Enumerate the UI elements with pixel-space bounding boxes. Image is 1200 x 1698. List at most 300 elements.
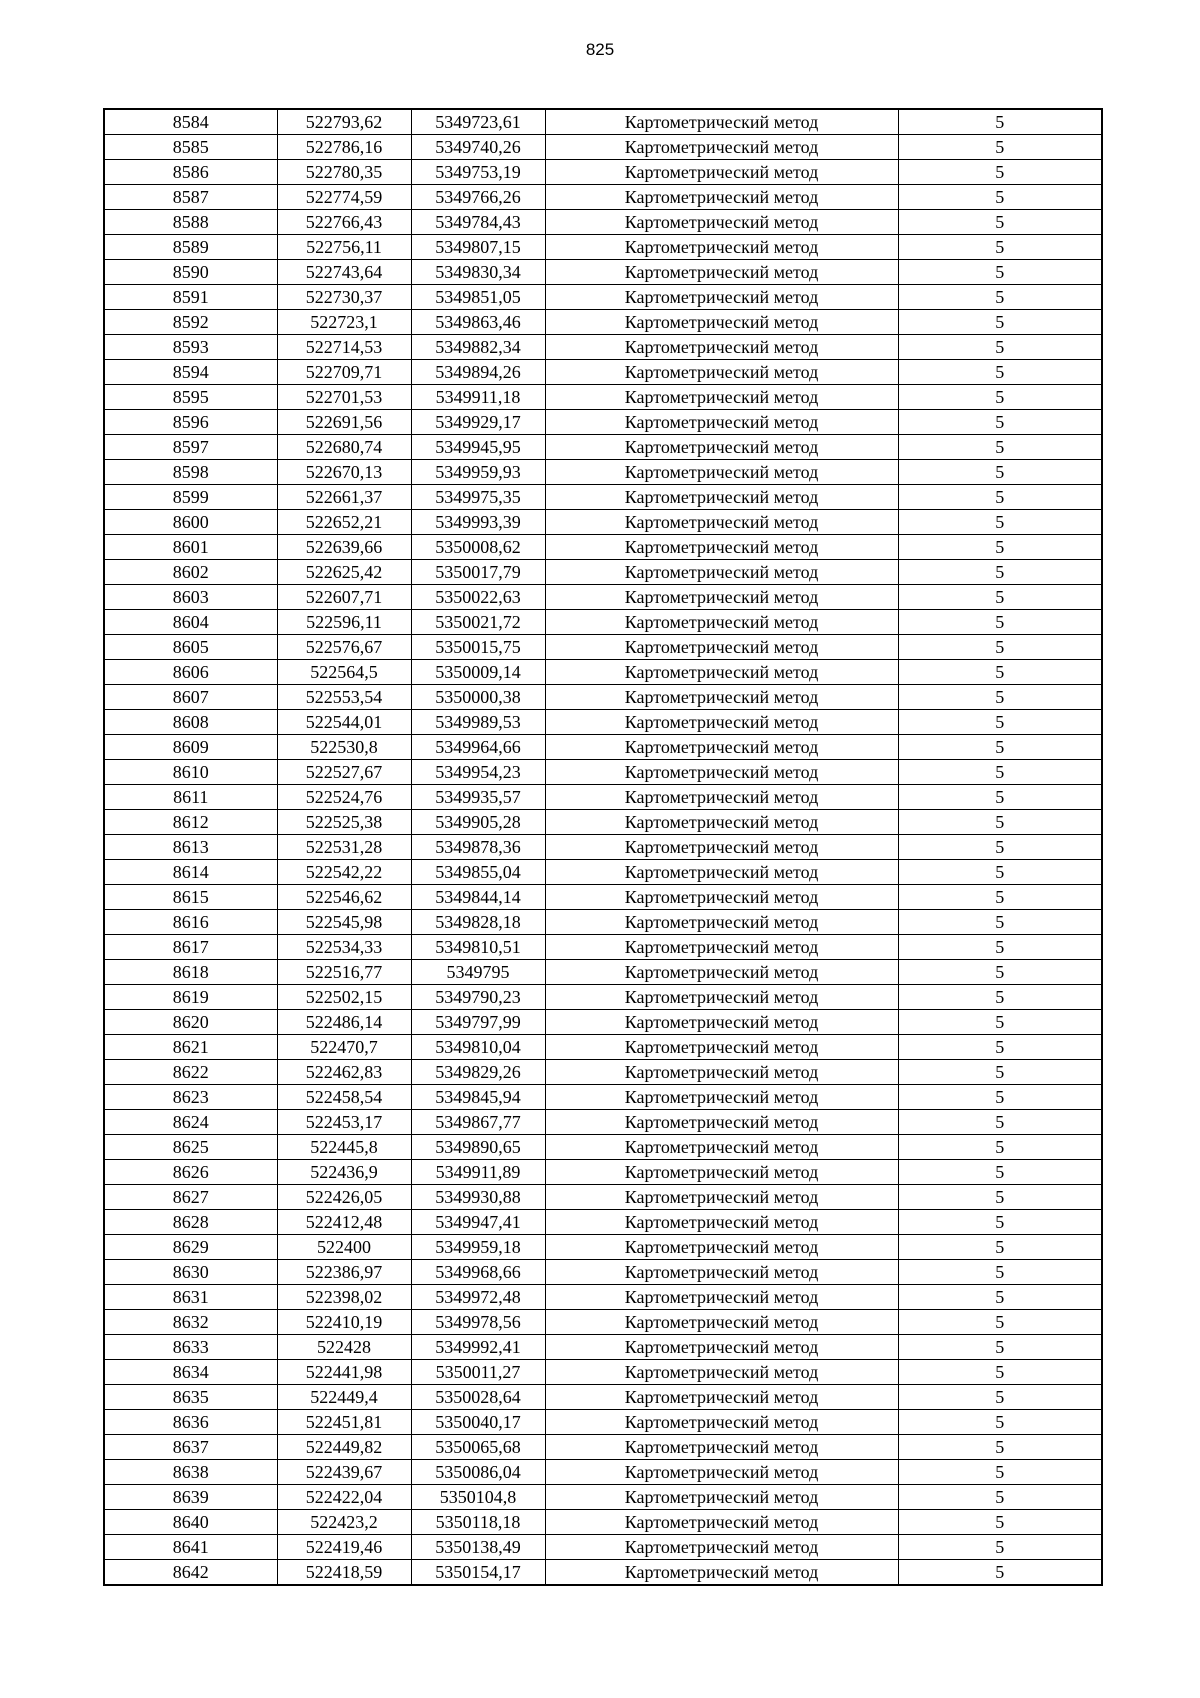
point-number-cell: 8597 [104, 435, 277, 460]
point-number-cell: 8627 [104, 1185, 277, 1210]
page-number: 825 [585, 40, 615, 59]
point-number-cell: 8612 [104, 810, 277, 835]
y-coordinate-cell: 5350021,72 [411, 610, 545, 635]
x-coordinate-cell: 522412,48 [277, 1210, 411, 1235]
method-cell: Картометрический метод [545, 935, 898, 960]
accuracy-cell: 5 [898, 410, 1102, 435]
point-number-cell: 8602 [104, 560, 277, 585]
method-cell: Картометрический метод [545, 535, 898, 560]
y-coordinate-cell: 5349829,26 [411, 1060, 545, 1085]
y-coordinate-cell: 5350040,17 [411, 1410, 545, 1435]
x-coordinate-cell: 522564,5 [277, 660, 411, 685]
table-row [104, 410, 1102, 435]
x-coordinate-cell: 522451,81 [277, 1410, 411, 1435]
point-number-cell: 8605 [104, 635, 277, 660]
accuracy-cell: 5 [898, 210, 1102, 235]
x-coordinate-cell: 522766,43 [277, 210, 411, 235]
accuracy-cell: 5 [898, 160, 1102, 185]
table-row [104, 1460, 1102, 1485]
table-row [104, 235, 1102, 260]
point-number-cell: 8617 [104, 935, 277, 960]
table-row [104, 535, 1102, 560]
point-number-cell: 8631 [104, 1285, 277, 1310]
point-number-cell: 8642 [104, 1560, 277, 1586]
point-number-cell: 8622 [104, 1060, 277, 1085]
point-number-cell: 8633 [104, 1335, 277, 1360]
table-row [104, 835, 1102, 860]
accuracy-cell: 5 [898, 285, 1102, 310]
y-coordinate-cell: 5349964,66 [411, 735, 545, 760]
point-number-cell: 8624 [104, 1110, 277, 1135]
point-number-cell: 8613 [104, 835, 277, 860]
x-coordinate-cell: 522661,37 [277, 485, 411, 510]
y-coordinate-cell: 5349810,04 [411, 1035, 545, 1060]
method-cell: Картометрический метод [545, 1485, 898, 1510]
y-coordinate-cell: 5349851,05 [411, 285, 545, 310]
point-number-cell: 8585 [104, 135, 277, 160]
table-row [104, 1360, 1102, 1385]
accuracy-cell: 5 [898, 1535, 1102, 1560]
y-coordinate-cell: 5349929,17 [411, 410, 545, 435]
point-number-cell: 8586 [104, 160, 277, 185]
point-number-cell: 8618 [104, 960, 277, 985]
method-cell: Картометрический метод [545, 1535, 898, 1560]
point-number-cell: 8638 [104, 1460, 277, 1485]
table-row [104, 185, 1102, 210]
method-cell: Картометрический метод [545, 960, 898, 985]
table-row [104, 810, 1102, 835]
accuracy-cell: 5 [898, 660, 1102, 685]
table-row [104, 460, 1102, 485]
x-coordinate-cell: 522400 [277, 1235, 411, 1260]
point-number-cell: 8641 [104, 1535, 277, 1560]
method-cell: Картометрический метод [545, 985, 898, 1010]
x-coordinate-cell: 522445,8 [277, 1135, 411, 1160]
method-cell: Картометрический метод [545, 1435, 898, 1460]
accuracy-cell: 5 [898, 1510, 1102, 1535]
y-coordinate-cell: 5349954,23 [411, 760, 545, 785]
method-cell: Картометрический метод [545, 1135, 898, 1160]
accuracy-cell: 5 [898, 510, 1102, 535]
x-coordinate-cell: 522542,22 [277, 860, 411, 885]
accuracy-cell: 5 [898, 785, 1102, 810]
y-coordinate-cell: 5349797,99 [411, 1010, 545, 1035]
point-number-cell: 8606 [104, 660, 277, 685]
x-coordinate-cell: 522436,9 [277, 1160, 411, 1185]
method-cell: Картометрический метод [545, 860, 898, 885]
method-cell: Картометрический метод [545, 285, 898, 310]
table-row [104, 885, 1102, 910]
y-coordinate-cell: 5349989,53 [411, 710, 545, 735]
method-cell: Картометрический метод [545, 1385, 898, 1410]
method-cell: Картометрический метод [545, 335, 898, 360]
accuracy-cell: 5 [898, 460, 1102, 485]
table-row [104, 510, 1102, 535]
table-row [104, 1510, 1102, 1535]
method-cell: Картометрический метод [545, 260, 898, 285]
accuracy-cell: 5 [898, 835, 1102, 860]
point-number-cell: 8595 [104, 385, 277, 410]
y-coordinate-cell: 5349828,18 [411, 910, 545, 935]
method-cell: Картометрический метод [545, 1260, 898, 1285]
table-row [104, 560, 1102, 585]
y-coordinate-cell: 5350154,17 [411, 1560, 545, 1586]
y-coordinate-cell: 5349975,35 [411, 485, 545, 510]
x-coordinate-cell: 522545,98 [277, 910, 411, 935]
accuracy-cell: 5 [898, 735, 1102, 760]
point-number-cell: 8630 [104, 1260, 277, 1285]
y-coordinate-cell: 5350065,68 [411, 1435, 545, 1460]
x-coordinate-cell: 522680,74 [277, 435, 411, 460]
table-row [104, 1085, 1102, 1110]
y-coordinate-cell: 5350138,49 [411, 1535, 545, 1560]
accuracy-cell: 5 [898, 1285, 1102, 1310]
accuracy-cell: 5 [898, 485, 1102, 510]
point-number-cell: 8594 [104, 360, 277, 385]
x-coordinate-cell: 522462,83 [277, 1060, 411, 1085]
table-row [104, 1260, 1102, 1285]
table-row [104, 685, 1102, 710]
method-cell: Картометрический метод [545, 785, 898, 810]
accuracy-cell: 5 [898, 910, 1102, 935]
table-row [104, 1160, 1102, 1185]
y-coordinate-cell: 5349790,23 [411, 985, 545, 1010]
method-cell: Картометрический метод [545, 1185, 898, 1210]
table-row [104, 1435, 1102, 1460]
x-coordinate-cell: 522780,35 [277, 160, 411, 185]
accuracy-cell: 5 [898, 535, 1102, 560]
y-coordinate-cell: 5349795 [411, 960, 545, 985]
x-coordinate-cell: 522691,56 [277, 410, 411, 435]
y-coordinate-cell: 5349930,88 [411, 1185, 545, 1210]
x-coordinate-cell: 522576,67 [277, 635, 411, 660]
accuracy-cell: 5 [898, 335, 1102, 360]
accuracy-cell: 5 [898, 109, 1102, 135]
x-coordinate-cell: 522730,37 [277, 285, 411, 310]
y-coordinate-cell: 5349844,14 [411, 885, 545, 910]
method-cell: Картометрический метод [545, 1235, 898, 1260]
method-cell: Картометрический метод [545, 760, 898, 785]
x-coordinate-cell: 522709,71 [277, 360, 411, 385]
method-cell: Картометрический метод [545, 135, 898, 160]
y-coordinate-cell: 5350028,64 [411, 1385, 545, 1410]
accuracy-cell: 5 [898, 1260, 1102, 1285]
point-number-cell: 8588 [104, 210, 277, 235]
x-coordinate-cell: 522422,04 [277, 1485, 411, 1510]
point-number-cell: 8635 [104, 1385, 277, 1410]
y-coordinate-cell: 5349740,26 [411, 135, 545, 160]
table-row [104, 109, 1102, 135]
y-coordinate-cell: 5349959,18 [411, 1235, 545, 1260]
accuracy-cell: 5 [898, 435, 1102, 460]
method-cell: Картометрический метод [545, 710, 898, 735]
method-cell: Картометрический метод [545, 360, 898, 385]
accuracy-cell: 5 [898, 685, 1102, 710]
x-coordinate-cell: 522419,46 [277, 1535, 411, 1560]
x-coordinate-cell: 522439,67 [277, 1460, 411, 1485]
accuracy-cell: 5 [898, 1435, 1102, 1460]
method-cell: Картометрический метод [545, 1010, 898, 1035]
y-coordinate-cell: 5349878,36 [411, 835, 545, 860]
x-coordinate-cell: 522607,71 [277, 585, 411, 610]
y-coordinate-cell: 5349845,94 [411, 1085, 545, 1110]
y-coordinate-cell: 5349959,93 [411, 460, 545, 485]
table-row [104, 1285, 1102, 1310]
y-coordinate-cell: 5349882,34 [411, 335, 545, 360]
table-row [104, 385, 1102, 410]
method-cell: Картометрический метод [545, 109, 898, 135]
table-row [104, 1110, 1102, 1135]
x-coordinate-cell: 522525,38 [277, 810, 411, 835]
y-coordinate-cell: 5349810,51 [411, 935, 545, 960]
accuracy-cell: 5 [898, 260, 1102, 285]
x-coordinate-cell: 522398,02 [277, 1285, 411, 1310]
point-number-cell: 8598 [104, 460, 277, 485]
point-number-cell: 8592 [104, 310, 277, 335]
y-coordinate-cell: 5349968,66 [411, 1260, 545, 1285]
y-coordinate-cell: 5349945,95 [411, 435, 545, 460]
method-cell: Картометрический метод [545, 485, 898, 510]
table-row [104, 1410, 1102, 1435]
y-coordinate-cell: 5349935,57 [411, 785, 545, 810]
point-number-cell: 8620 [104, 1010, 277, 1035]
point-number-cell: 8640 [104, 1510, 277, 1535]
x-coordinate-cell: 522714,53 [277, 335, 411, 360]
table-row [104, 610, 1102, 635]
y-coordinate-cell: 5350015,75 [411, 635, 545, 660]
table-row [104, 135, 1102, 160]
point-number-cell: 8637 [104, 1435, 277, 1460]
x-coordinate-cell: 522530,8 [277, 735, 411, 760]
accuracy-cell: 5 [898, 1210, 1102, 1235]
method-cell: Картометрический метод [545, 1360, 898, 1385]
y-coordinate-cell: 5349894,26 [411, 360, 545, 385]
method-cell: Картометрический метод [545, 910, 898, 935]
y-coordinate-cell: 5349855,04 [411, 860, 545, 885]
point-number-cell: 8600 [104, 510, 277, 535]
method-cell: Картометрический метод [545, 1110, 898, 1135]
table-row [104, 1310, 1102, 1335]
y-coordinate-cell: 5349972,48 [411, 1285, 545, 1310]
y-coordinate-cell: 5350000,38 [411, 685, 545, 710]
table-row [104, 735, 1102, 760]
x-coordinate-cell: 522441,98 [277, 1360, 411, 1385]
y-coordinate-cell: 5349911,18 [411, 385, 545, 410]
y-coordinate-cell: 5350009,14 [411, 660, 545, 685]
accuracy-cell: 5 [898, 635, 1102, 660]
accuracy-cell: 5 [898, 360, 1102, 385]
method-cell: Картометрический метод [545, 185, 898, 210]
x-coordinate-cell: 522639,66 [277, 535, 411, 560]
y-coordinate-cell: 5350011,27 [411, 1360, 545, 1385]
y-coordinate-cell: 5350017,79 [411, 560, 545, 585]
method-cell: Картометрический метод [545, 410, 898, 435]
x-coordinate-cell: 522410,19 [277, 1310, 411, 1335]
table-row [104, 160, 1102, 185]
accuracy-cell: 5 [898, 1110, 1102, 1135]
method-cell: Картометрический метод [545, 160, 898, 185]
accuracy-cell: 5 [898, 185, 1102, 210]
accuracy-cell: 5 [898, 1060, 1102, 1085]
point-number-cell: 8623 [104, 1085, 277, 1110]
table-row [104, 1385, 1102, 1410]
accuracy-cell: 5 [898, 1460, 1102, 1485]
method-cell: Картометрический метод [545, 1460, 898, 1485]
method-cell: Картометрический метод [545, 1060, 898, 1085]
method-cell: Картометрический метод [545, 1510, 898, 1535]
accuracy-cell: 5 [898, 610, 1102, 635]
point-number-cell: 8609 [104, 735, 277, 760]
x-coordinate-cell: 522449,4 [277, 1385, 411, 1410]
y-coordinate-cell: 5349784,43 [411, 210, 545, 235]
table-row [104, 785, 1102, 810]
point-number-cell: 8607 [104, 685, 277, 710]
accuracy-cell: 5 [898, 585, 1102, 610]
method-cell: Картометрический метод [545, 810, 898, 835]
y-coordinate-cell: 5349867,77 [411, 1110, 545, 1135]
x-coordinate-cell: 522701,53 [277, 385, 411, 410]
point-number-cell: 8621 [104, 1035, 277, 1060]
method-cell: Картометрический метод [545, 1410, 898, 1435]
point-number-cell: 8587 [104, 185, 277, 210]
method-cell: Картометрический метод [545, 685, 898, 710]
x-coordinate-cell: 522453,17 [277, 1110, 411, 1135]
table-row [104, 1560, 1102, 1586]
point-number-cell: 8619 [104, 985, 277, 1010]
accuracy-cell: 5 [898, 1035, 1102, 1060]
table-row [104, 1060, 1102, 1085]
method-cell: Картометрический метод [545, 835, 898, 860]
table-row [104, 335, 1102, 360]
method-cell: Картометрический метод [545, 510, 898, 535]
x-coordinate-cell: 522428 [277, 1335, 411, 1360]
x-coordinate-cell: 522534,33 [277, 935, 411, 960]
point-number-cell: 8625 [104, 1135, 277, 1160]
point-number-cell: 8629 [104, 1235, 277, 1260]
table-row [104, 1035, 1102, 1060]
point-number-cell: 8604 [104, 610, 277, 635]
method-cell: Картометрический метод [545, 660, 898, 685]
method-cell: Картометрический метод [545, 1335, 898, 1360]
point-number-cell: 8599 [104, 485, 277, 510]
point-number-cell: 8593 [104, 335, 277, 360]
method-cell: Картометрический метод [545, 1560, 898, 1586]
accuracy-cell: 5 [898, 1185, 1102, 1210]
x-coordinate-cell: 522527,67 [277, 760, 411, 785]
accuracy-cell: 5 [898, 1010, 1102, 1035]
y-coordinate-cell: 5349863,46 [411, 310, 545, 335]
point-number-cell: 8603 [104, 585, 277, 610]
accuracy-cell: 5 [898, 1310, 1102, 1335]
table-row [104, 260, 1102, 285]
accuracy-cell: 5 [898, 935, 1102, 960]
table-row [104, 1135, 1102, 1160]
point-number-cell: 8628 [104, 1210, 277, 1235]
x-coordinate-cell: 522544,01 [277, 710, 411, 735]
y-coordinate-cell: 5349807,15 [411, 235, 545, 260]
method-cell: Картометрический метод [545, 310, 898, 335]
y-coordinate-cell: 5349947,41 [411, 1210, 545, 1235]
table-row [104, 1210, 1102, 1235]
x-coordinate-cell: 522596,11 [277, 610, 411, 635]
method-cell: Картометрический метод [545, 635, 898, 660]
table-row [104, 1010, 1102, 1035]
accuracy-cell: 5 [898, 235, 1102, 260]
method-cell: Картометрический метод [545, 1310, 898, 1335]
accuracy-cell: 5 [898, 1335, 1102, 1360]
table-row [104, 660, 1102, 685]
x-coordinate-cell: 522524,76 [277, 785, 411, 810]
method-cell: Картометрический метод [545, 735, 898, 760]
method-cell: Картометрический метод [545, 1035, 898, 1060]
table-row [104, 285, 1102, 310]
x-coordinate-cell: 522470,7 [277, 1035, 411, 1060]
point-number-cell: 8615 [104, 885, 277, 910]
table-row [104, 1535, 1102, 1560]
table-body [104, 109, 1102, 1585]
accuracy-cell: 5 [898, 310, 1102, 335]
method-cell: Картометрический метод [545, 1160, 898, 1185]
x-coordinate-cell: 522546,62 [277, 885, 411, 910]
method-cell: Картометрический метод [545, 385, 898, 410]
x-coordinate-cell: 522670,13 [277, 460, 411, 485]
point-number-cell: 8632 [104, 1310, 277, 1335]
y-coordinate-cell: 5349978,56 [411, 1310, 545, 1335]
point-number-cell: 8639 [104, 1485, 277, 1510]
x-coordinate-cell: 522423,2 [277, 1510, 411, 1535]
point-number-cell: 8608 [104, 710, 277, 735]
accuracy-cell: 5 [898, 885, 1102, 910]
accuracy-cell: 5 [898, 1485, 1102, 1510]
method-cell: Картометрический метод [545, 435, 898, 460]
accuracy-cell: 5 [898, 1385, 1102, 1410]
table-row [104, 310, 1102, 335]
point-number-cell: 8611 [104, 785, 277, 810]
x-coordinate-cell: 522774,59 [277, 185, 411, 210]
accuracy-cell: 5 [898, 1410, 1102, 1435]
y-coordinate-cell: 5349723,61 [411, 109, 545, 135]
x-coordinate-cell: 522652,21 [277, 510, 411, 535]
table-row [104, 1335, 1102, 1360]
table-row [104, 910, 1102, 935]
x-coordinate-cell: 522449,82 [277, 1435, 411, 1460]
accuracy-cell: 5 [898, 1560, 1102, 1586]
y-coordinate-cell: 5350022,63 [411, 585, 545, 610]
y-coordinate-cell: 5349905,28 [411, 810, 545, 835]
accuracy-cell: 5 [898, 385, 1102, 410]
method-cell: Картометрический метод [545, 885, 898, 910]
table-row [104, 960, 1102, 985]
x-coordinate-cell: 522723,1 [277, 310, 411, 335]
table-row [104, 360, 1102, 385]
method-cell: Картометрический метод [545, 460, 898, 485]
y-coordinate-cell: 5350086,04 [411, 1460, 545, 1485]
x-coordinate-cell: 522553,54 [277, 685, 411, 710]
method-cell: Картометрический метод [545, 610, 898, 635]
point-number-cell: 8591 [104, 285, 277, 310]
method-cell: Картометрический метод [545, 560, 898, 585]
y-coordinate-cell: 5350104,8 [411, 1485, 545, 1510]
point-number-cell: 8590 [104, 260, 277, 285]
point-number-cell: 8636 [104, 1410, 277, 1435]
accuracy-cell: 5 [898, 1085, 1102, 1110]
accuracy-cell: 5 [898, 860, 1102, 885]
x-coordinate-cell: 522786,16 [277, 135, 411, 160]
method-cell: Картометрический метод [545, 1085, 898, 1110]
y-coordinate-cell: 5349766,26 [411, 185, 545, 210]
point-number-cell: 8610 [104, 760, 277, 785]
table-row [104, 860, 1102, 885]
